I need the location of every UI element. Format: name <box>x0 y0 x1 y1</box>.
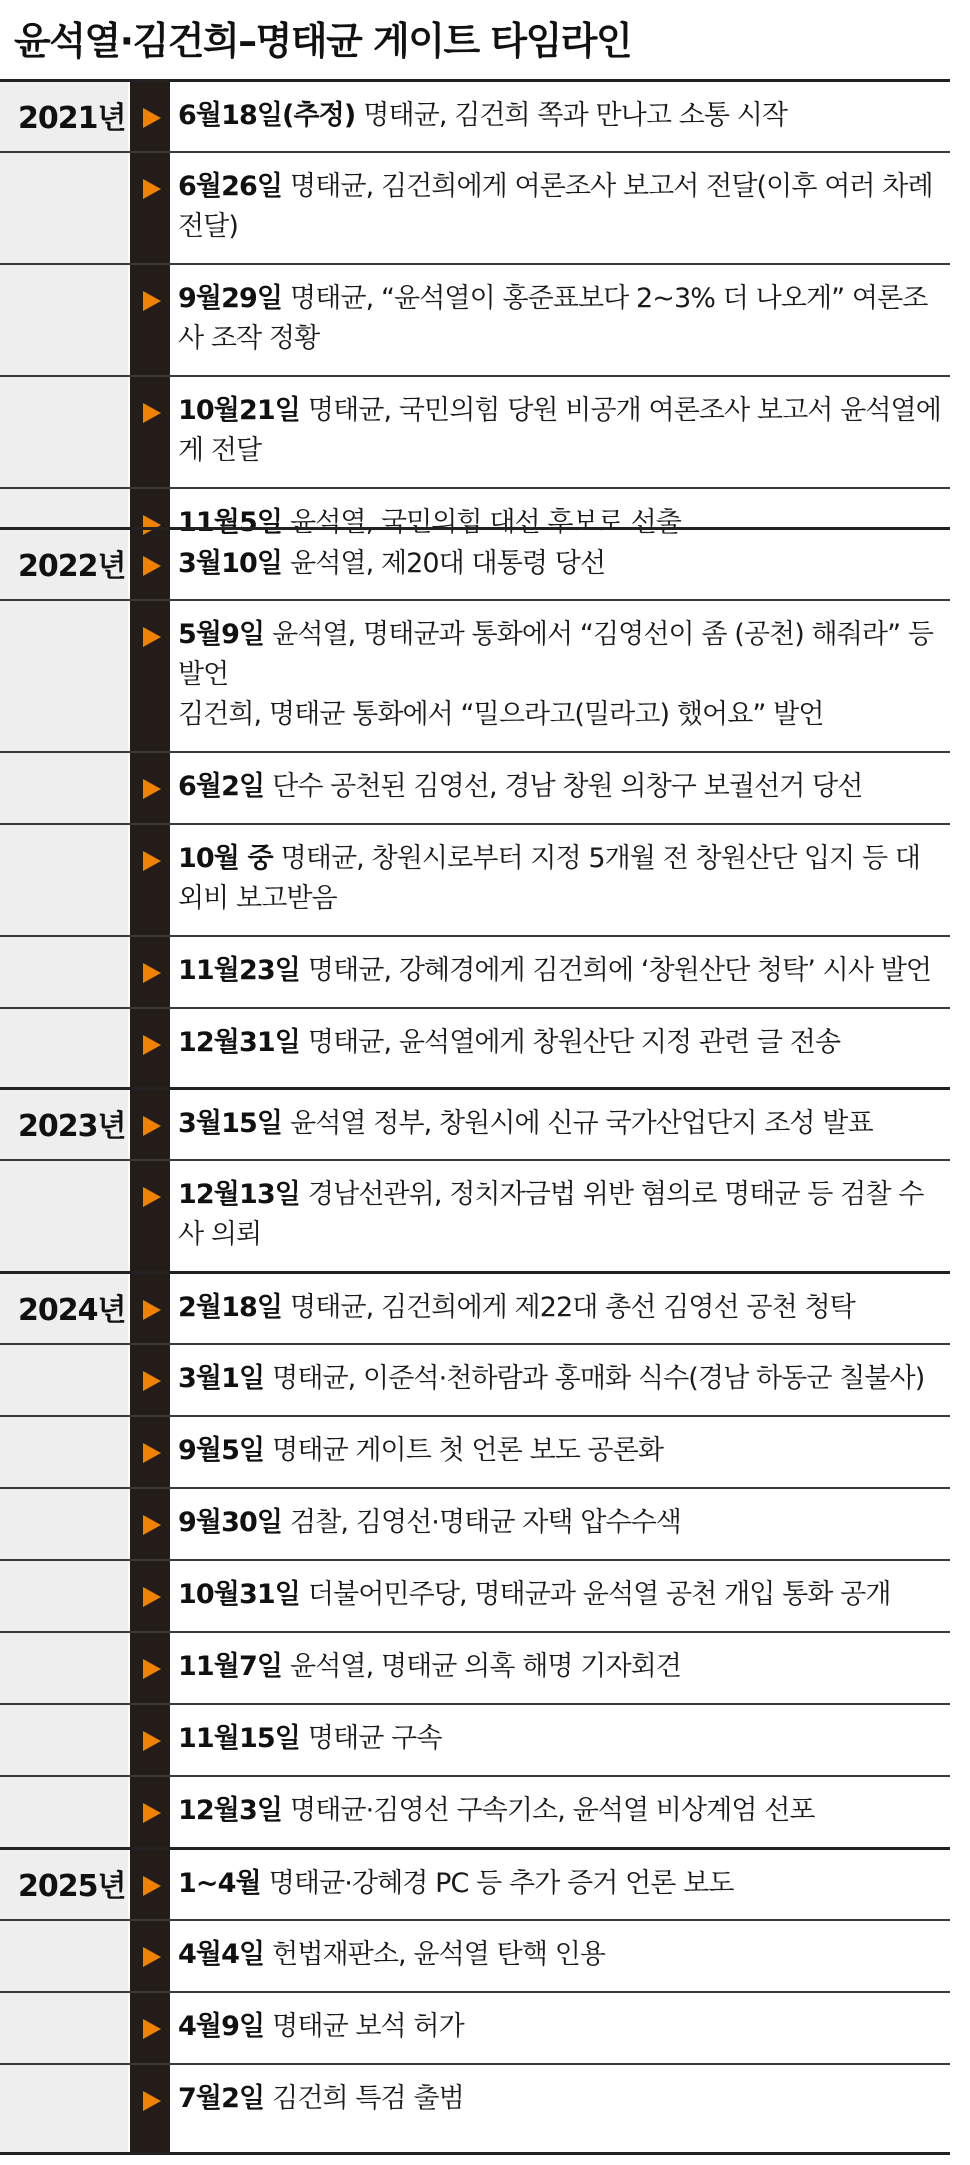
entry-text <box>178 1288 944 1328</box>
entry-date: 4월4일 <box>178 1939 265 1970</box>
timeline-entry <box>0 527 950 599</box>
timeline-entry <box>0 1087 950 1159</box>
entry-text <box>178 1719 944 1759</box>
entry-date: 11월15일 <box>178 1723 300 1754</box>
entry-description: 윤석열, 명태균과 통화에서 “김영선이 좀 (공천) 해줘라” 등 발언 <box>178 619 934 690</box>
arrow-right-icon <box>143 2091 161 2111</box>
timeline-entry <box>0 1559 950 1631</box>
timeline-entry <box>0 1159 950 1271</box>
timeline-entry <box>0 1703 950 1775</box>
entry-text <box>178 615 944 735</box>
arrow-right-icon <box>143 1947 161 1967</box>
entry-text <box>178 279 944 359</box>
arrow-right-icon <box>143 1587 161 1607</box>
entry-description: 명태균 게이트 첫 언론 보도 공론화 <box>272 1435 664 1466</box>
arrow-right-icon <box>143 1803 161 1823</box>
arrow-right-icon <box>143 179 161 199</box>
timeline-entry <box>0 823 950 935</box>
entry-description: 명태균·강혜경 PC 등 추가 증거 언론 보도 <box>268 1868 734 1899</box>
entry-description: 명태균, 김건희 쪽과 만나고 소통 시작 <box>363 100 788 131</box>
arrow-right-icon <box>143 627 161 647</box>
arrow-right-icon <box>143 291 161 311</box>
entry-date: 5월9일 <box>178 619 265 650</box>
timeline-entry <box>0 1007 950 1087</box>
entry-description: 명태균 보석 허가 <box>272 2011 464 2042</box>
entry-text <box>178 1023 944 1063</box>
timeline-entry <box>0 79 950 151</box>
timeline-entry <box>0 1415 950 1487</box>
entry-description-secondary: 김건희, 명태균 통화에서 “밀으라고(밀라고) 했어요” 발언 <box>178 699 824 730</box>
entry-date: 11월5일 <box>178 507 283 538</box>
arrow-right-icon <box>143 108 161 128</box>
arrow-right-icon <box>143 1443 161 1463</box>
entry-description: 명태균, 김건희에게 제22대 총선 김영선 공천 청탁 <box>290 1292 855 1323</box>
entry-date: 10월 중 <box>178 843 273 874</box>
entry-description: 명태균, 강혜경에게 김건희에 ‘창원산단 청탁’ 시사 발언 <box>307 955 932 986</box>
arrow-right-icon <box>143 1371 161 1391</box>
timeline-entry <box>0 1487 950 1559</box>
entry-text <box>178 767 944 807</box>
entry-date: 2월18일 <box>178 1292 283 1323</box>
arrow-right-icon <box>143 851 161 871</box>
timeline-entry <box>0 1991 950 2063</box>
entry-text <box>178 1503 944 1543</box>
arrow-right-icon <box>143 1035 161 1055</box>
entry-description: 검찰, 김영선·명태균 자택 압수수색 <box>290 1507 681 1538</box>
entry-description: 윤석열, 명태균 의혹 해명 기자회견 <box>290 1651 681 1682</box>
entry-text <box>178 1575 944 1615</box>
entry-description: 명태균·김영선 구속기소, 윤석열 비상계엄 선포 <box>290 1795 815 1826</box>
timeline-entry <box>0 1343 950 1415</box>
entry-description: 헌법재판소, 윤석열 탄핵 인용 <box>272 1939 606 1970</box>
entry-text <box>178 391 944 471</box>
arrow-right-icon <box>143 1187 161 1207</box>
entry-description: 명태균, 창원시로부터 지정 5개월 전 창원산단 입지 등 대외비 보고받음 <box>178 843 921 914</box>
timeline <box>0 79 950 2154</box>
timeline-entry <box>0 599 950 751</box>
entry-description: 명태균, 윤석열에게 창원산단 지정 관련 글 전송 <box>307 1027 841 1058</box>
entry-description: 김건희 특검 출범 <box>272 2083 464 2114</box>
entry-date: 3월1일 <box>178 1363 265 1394</box>
entry-description: 윤석열 정부, 창원시에 신규 국가산업단지 조성 발표 <box>290 1108 873 1139</box>
arrow-right-icon <box>143 2019 161 2039</box>
arrow-right-icon <box>143 1876 161 1896</box>
entry-description: 단수 공천된 김영선, 경남 창원 의창구 보궐선거 당선 <box>272 771 863 802</box>
entry-description: 명태균 구속 <box>307 1723 442 1754</box>
arrow-right-icon <box>143 1300 161 1320</box>
year-label: 2021년 <box>18 101 126 136</box>
timeline-entry <box>0 1631 950 1703</box>
entry-description: 명태균, 이준석·천하람과 홍매화 식수(경남 하동군 칠불사) <box>272 1363 925 1394</box>
entry-text <box>178 1791 944 1831</box>
entry-text <box>178 96 944 136</box>
entry-text <box>178 1104 944 1144</box>
entry-text <box>178 839 944 919</box>
entry-text <box>178 2079 944 2119</box>
arrow-right-icon <box>143 556 161 576</box>
arrow-right-icon <box>143 963 161 983</box>
timeline-entry <box>0 263 950 375</box>
entry-text <box>178 951 944 991</box>
entry-date: 12월13일 <box>178 1179 300 1210</box>
year-label: 2024년 <box>18 1293 126 1328</box>
arrow-right-icon <box>143 1731 161 1751</box>
entry-date: 3월15일 <box>178 1108 283 1139</box>
arrow-right-icon <box>143 1116 161 1136</box>
entry-description: 명태균, “윤석열이 홍준표보다 2~3% 더 나오게” 여론조사 조작 정황 <box>178 283 928 354</box>
timeline-entry <box>0 375 950 487</box>
entry-date: 12월31일 <box>178 1027 300 1058</box>
bottom-divider <box>0 2152 950 2155</box>
timeline-entry <box>0 1775 950 1847</box>
year-label: 2025년 <box>18 1869 126 1904</box>
entry-date: 6월26일 <box>178 171 283 202</box>
entry-text <box>178 1359 944 1399</box>
entry-text <box>178 1175 944 1255</box>
timeline-entry <box>0 1847 950 1919</box>
entry-description: 윤석열, 국민의힘 대선 후보로 선출 <box>290 507 681 538</box>
entry-text <box>178 1864 944 1904</box>
entry-date: 1~4월 <box>178 1868 261 1899</box>
entry-date: 12월3일 <box>178 1795 283 1826</box>
entry-date: 11월7일 <box>178 1651 283 1682</box>
timeline-entry <box>0 935 950 1007</box>
arrow-right-icon <box>143 403 161 423</box>
entry-description: 더불어민주당, 명태균과 윤석열 공천 개입 통화 공개 <box>307 1579 891 1610</box>
entry-description: 윤석열, 제20대 대통령 당선 <box>290 548 606 579</box>
timeline-entry <box>0 1271 950 1343</box>
entry-description: 명태균, 국민의힘 당원 비공개 여론조사 보고서 윤석열에게 전달 <box>178 395 941 466</box>
entry-date: 3월10일 <box>178 548 283 579</box>
entry-date: 10월31일 <box>178 1579 300 1610</box>
timeline-entry <box>0 151 950 263</box>
entry-text <box>178 1647 944 1687</box>
entry-text <box>178 1431 944 1471</box>
entry-text <box>178 544 944 584</box>
page-title: 윤석열·김건희–명태균 게이트 타임라인 <box>14 19 632 63</box>
year-label: 2022년 <box>18 549 126 584</box>
entry-date: 9월5일 <box>178 1435 265 1466</box>
entry-date: 7월2일 <box>178 2083 265 2114</box>
entry-date: 11월23일 <box>178 955 300 986</box>
entry-date: 9월29일 <box>178 283 283 314</box>
entry-date: 9월30일 <box>178 1507 283 1538</box>
entry-description: 경남선관위, 정치자금법 위반 혐의로 명태균 등 검찰 수사 의뢰 <box>178 1179 924 1250</box>
entry-date: 4월9일 <box>178 2011 265 2042</box>
timeline-entry <box>0 1919 950 1991</box>
arrow-right-icon <box>143 1659 161 1679</box>
timeline-entry <box>0 2063 950 2152</box>
arrow-right-icon <box>143 779 161 799</box>
entry-description: 명태균, 김건희에게 여론조사 보고서 전달(이후 여러 차례 전달) <box>178 171 933 242</box>
entry-date: 6월18일(추정) <box>178 100 356 131</box>
entry-text <box>178 167 944 247</box>
entry-date: 6월2일 <box>178 771 265 802</box>
arrow-right-icon <box>143 1515 161 1535</box>
timeline-entry <box>0 751 950 823</box>
entry-date: 10월21일 <box>178 395 300 426</box>
entry-text <box>178 2007 944 2047</box>
entry-text <box>178 1935 944 1975</box>
year-label: 2023년 <box>18 1109 126 1144</box>
